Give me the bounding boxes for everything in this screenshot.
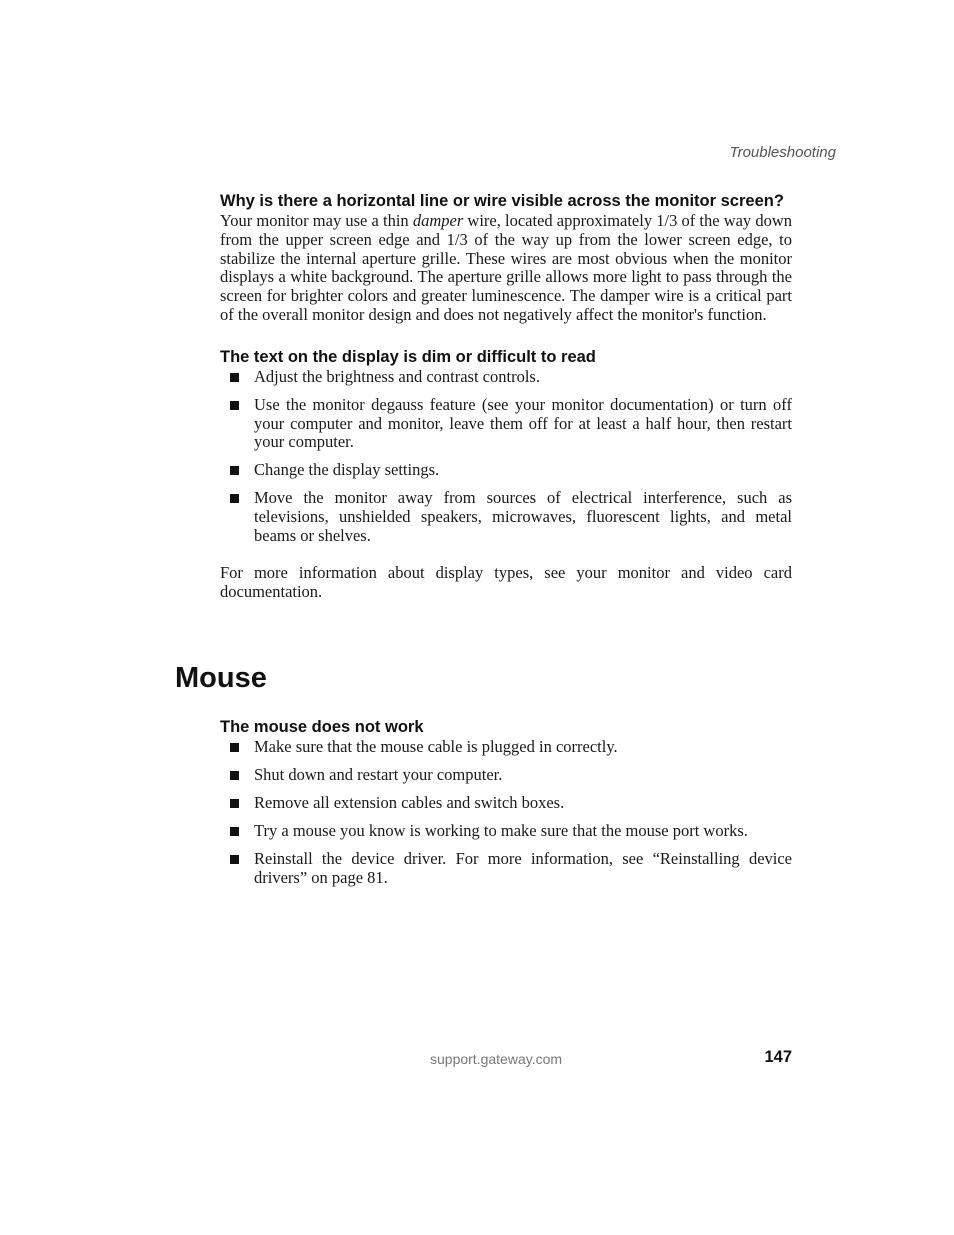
section-title-mouse: Mouse <box>175 662 267 694</box>
list-item-text: Reinstall the device driver. For more information, see “Reinstalling device drivers” on page 81. <box>254 848 792 887</box>
answer-text-italic-term: damper <box>412 211 464 230</box>
list-item <box>220 396 792 452</box>
square-bullet-icon <box>230 827 239 836</box>
list-item <box>220 368 792 387</box>
list-item <box>220 850 792 888</box>
page-number: 147 <box>764 1048 792 1066</box>
list-item-text: Try a mouse you know is working to make sure that the mouse port works. <box>254 820 748 840</box>
square-bullet-icon <box>230 743 239 752</box>
answer-paragraph-damper-wire <box>220 212 792 325</box>
list-item <box>220 766 792 785</box>
answer-text-part2: wire, located approximately 1/3 of the way down from the upper screen edge and 1/3 of the way up from the lower screen edge, to stabilize the internal aperture grille. These wires are most obvious when the monitor displays a white background. The aperture grille allows more light to pass through the screen for brighter colors and greater luminescence. The damper wire is a critical part of the overall monitor design and does not negatively affect the monitor's function. <box>220 211 792 324</box>
question-heading-mouse-not-work: The mouse does not work <box>220 718 424 736</box>
list-item-text: Move the monitor away from sources of electrical interference, such as televisions, unshielded speakers, microwaves, fluorescent lights, and metal beams or shelves. <box>254 488 792 545</box>
list-item-text: Remove all extension cables and switch boxes. <box>254 792 565 812</box>
list-item-text: Shut down and restart your computer. <box>254 764 503 784</box>
list-item-text: Make sure that the mouse cable is plugged in correctly. <box>254 737 618 756</box>
list-item <box>220 794 792 813</box>
square-bullet-icon <box>230 401 239 410</box>
mouse-bullet-list <box>220 738 792 888</box>
question-heading-dim-text: The text on the display is dim or difficult to read <box>220 347 596 366</box>
monitor-section-content <box>220 191 792 601</box>
footer-url-link[interactable]: support.gateway.com <box>430 1051 563 1067</box>
mouse-section-content <box>220 717 792 897</box>
square-bullet-icon <box>230 373 239 382</box>
square-bullet-icon <box>230 494 239 503</box>
display-types-note: For more information about display types, see your monitor and video card documentation. <box>220 562 792 601</box>
list-item-text: Use the monitor degauss feature (see your monitor documentation) or turn off your computer and monitor, leave them off for at least a half hour, then restart your computer. <box>254 394 792 452</box>
square-bullet-icon <box>230 771 239 780</box>
square-bullet-icon <box>230 855 239 864</box>
list-item-text: Change the display settings. <box>254 460 440 480</box>
list-item <box>220 738 792 757</box>
list-item <box>220 822 792 841</box>
list-item <box>220 461 792 480</box>
running-header: Troubleshooting <box>729 144 836 161</box>
square-bullet-icon <box>230 466 239 475</box>
question-heading-horizontal-line: Why is there a horizontal line or wire visible across the monitor screen? <box>220 192 784 210</box>
dim-text-bullet-list <box>220 368 792 546</box>
answer-text-part1: Your monitor may use a thin <box>220 211 413 230</box>
list-item-text: Adjust the brightness and contrast controls. <box>254 366 540 386</box>
list-item <box>220 489 792 545</box>
square-bullet-icon <box>230 799 239 808</box>
